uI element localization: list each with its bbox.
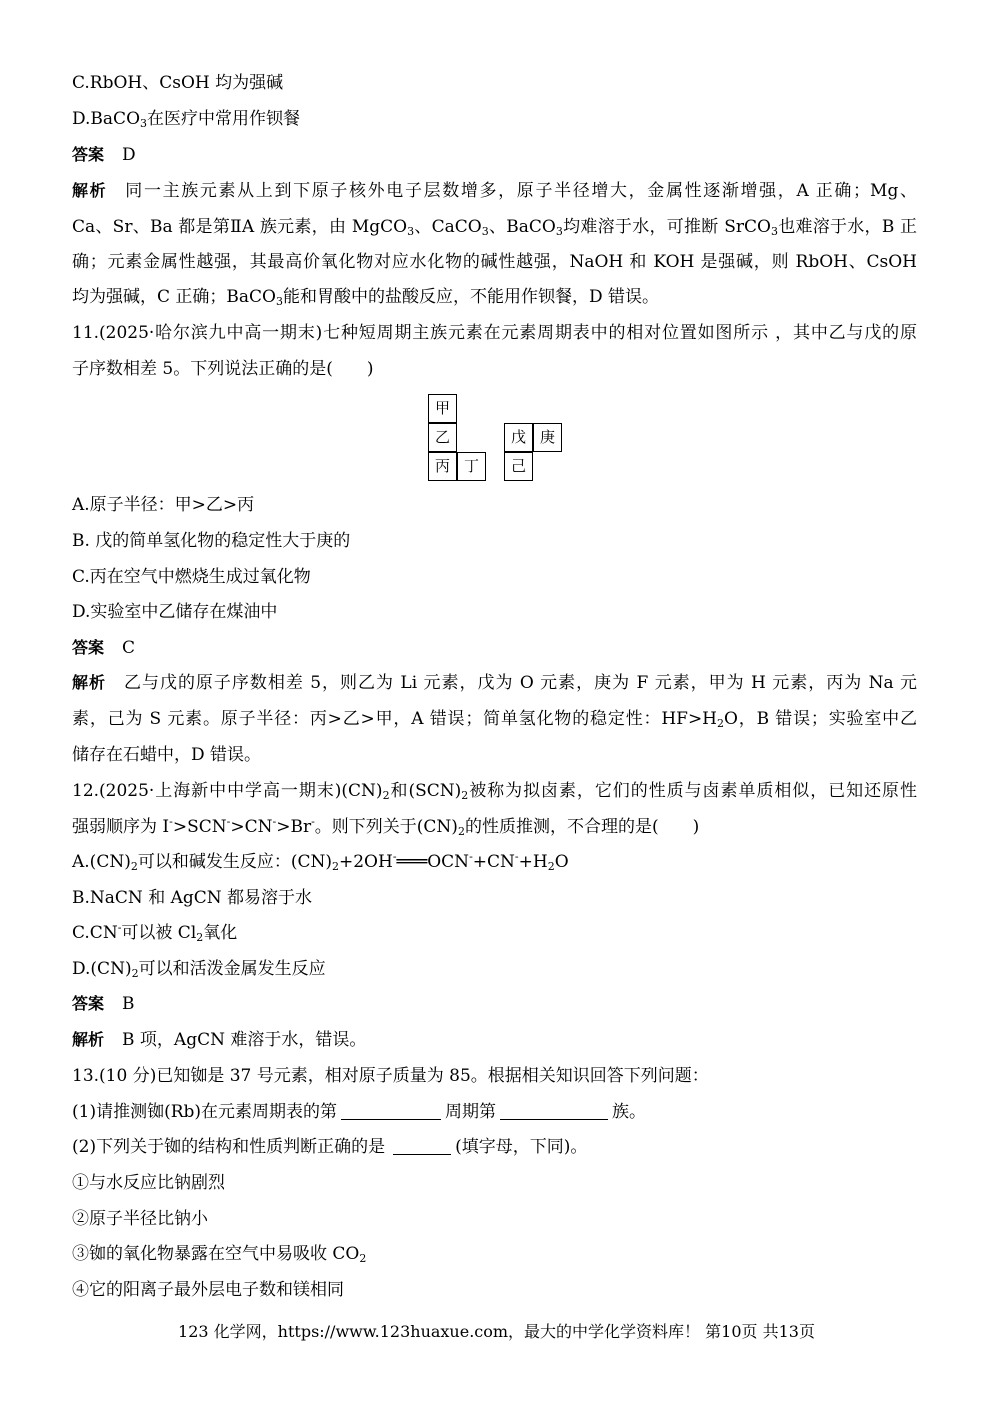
answer-label: 答案 — [72, 145, 105, 164]
q13-stem: 13.(10 分)已知铷是 37 号元素，相对原子质量为 85。根据相关知识回答下列问题： — [72, 1066, 709, 1086]
page-footer: 123 化学网，https://www.123huaxue.com，最大的中学化学资料库！ 第10页 共13页 — [178, 1322, 815, 1341]
answer-blank[interactable] — [341, 1102, 441, 1120]
answer-label: 答案 — [72, 638, 105, 657]
q11-analysis-line-2: 素，己为 S 元素。原子半径：丙>乙>甲，A 错误；简单氢化物的稳定性：$HF>H_2O$，B 错误；实验室中乙 — [72, 709, 917, 730]
analysis-label: 解析 — [72, 673, 106, 692]
q11-option-d: D.实验室中乙储存在煤油中 — [72, 602, 278, 622]
q11-stem-line-1: 11.(2025·哈尔滨九中高一期末)七种短周期主族元素在元素周期表中的相对位置如图所示 ，其中乙与戊的原 — [72, 323, 917, 343]
q11-option-b: B. 戊的简单氢化物的稳定性大于庚的 — [72, 531, 351, 551]
answer-blank[interactable] — [393, 1137, 451, 1155]
q10-answer: 答案 D — [72, 145, 136, 165]
q10-analysis-line-4: 均为强碱，C 正确；BaCO$_3$能和胃酸中的盐酸反应，不能用作钡餐，D 错误。 — [72, 287, 660, 308]
q10-option-c: C.RbOH、CsOH 均为强碱 — [72, 73, 284, 93]
q13-item-1: ①与水反应比钠剧烈 — [72, 1173, 225, 1193]
cell-ding: 丁 — [457, 452, 486, 481]
q10-analysis-line-2: Ca、Sr、Ba 都是第ⅡA 族元素，由 MgCO$_3$、CaCO$_3$、BaCO$_3$均难溶于水，可推断 SrCO$_3$也难溶于水，B 正 — [72, 217, 917, 238]
answer-label: 答案 — [72, 994, 105, 1013]
q12-answer: 答案 B — [72, 994, 135, 1014]
q11-answer: 答案 C — [72, 638, 136, 658]
q12-option-a: $A.(CN)_2$可以和碱发生反应：$(CN)_2+2OH^-═══OCN^-+CN^-+H_2O$ — [72, 850, 569, 873]
analysis-label: 解析 — [72, 181, 108, 200]
cell-bing: 丙 — [428, 452, 457, 481]
q12-stem-line-2: 强弱顺序为 I->SCN->CN->Br-。则下列关于$(CN)_2$的性质推测，不合理的是( ) — [72, 815, 700, 838]
q13-item-4: ④它的阳离子最外层电子数和镁相同 — [72, 1280, 344, 1300]
q13-item-3: ③铷的氧化物暴露在空气中易吸收 $CO_2$ — [72, 1244, 367, 1265]
q13-item-2: ②原子半径比钠小 — [72, 1209, 208, 1229]
q12-option-b: B.NaCN 和 AgCN 都易溶于水 — [72, 888, 313, 908]
q13-part-2: (2)下列关于铷的结构和性质判断正确的是 (填字母，下同)。 — [72, 1137, 588, 1157]
cell-jia: 甲 — [428, 394, 457, 423]
q11-analysis-line-3: 储存在石蜡中，D 错误。 — [72, 745, 262, 765]
q10-analysis-line-3: 确；元素金属性越强，其最高价氧化物对应水化物的碱性越强，NaOH 和 KOH 是强碱，则 RbOH、CsOH — [72, 252, 917, 272]
q12-option-c: C.CN-可以被 $Cl_2$氧化 — [72, 921, 238, 944]
q11-stem-line-2: 子序数相差 5。下列说法正确的是( ) — [72, 359, 374, 379]
q11-option-c: C.丙在空气中燃烧生成过氧化物 — [72, 567, 311, 587]
cell-ji: 己 — [504, 452, 533, 481]
q11-analysis-line-1: 解析 乙与戊的原子序数相差 5，则乙为 Li 元素，戊为 O 元素，庚为 F 元素，甲为 H 元素，丙为 Na 元 — [72, 673, 917, 693]
q13-part-1: (1)请推测铷(Rb)在元素周期表的第 周期第 族。 — [72, 1102, 647, 1122]
q12-analysis: 解析 B 项，AgCN 难溶于水，错误。 — [72, 1030, 367, 1050]
answer-blank[interactable] — [500, 1102, 608, 1120]
q10-analysis-line-1: 解析 同一主族元素从上到下原子核外电子层数增多，原子半径增大，金属性逐渐增强，A 正确；Mg、 — [72, 181, 917, 201]
analysis-label: 解析 — [72, 1030, 105, 1049]
q12-stem-line-1: 12.(2025·上海新中中学高一期末)$(CN)_2$和$(SCN)_2$被称为拟卤素，它们的性质与卤素单质相似，已知还原性 — [72, 781, 918, 802]
cell-geng: 庚 — [533, 423, 562, 452]
q12-option-d: $D.(CN)_2$可以和活泼金属发生反应 — [72, 959, 326, 980]
q10-option-d: D.BaCO$_3$在医疗中常用作钡餐 — [72, 109, 300, 130]
cell-yi: 乙 — [428, 423, 457, 452]
cell-wu: 戊 — [504, 423, 533, 452]
q11-option-a: A.原子半径：甲>乙>丙 — [72, 495, 255, 515]
